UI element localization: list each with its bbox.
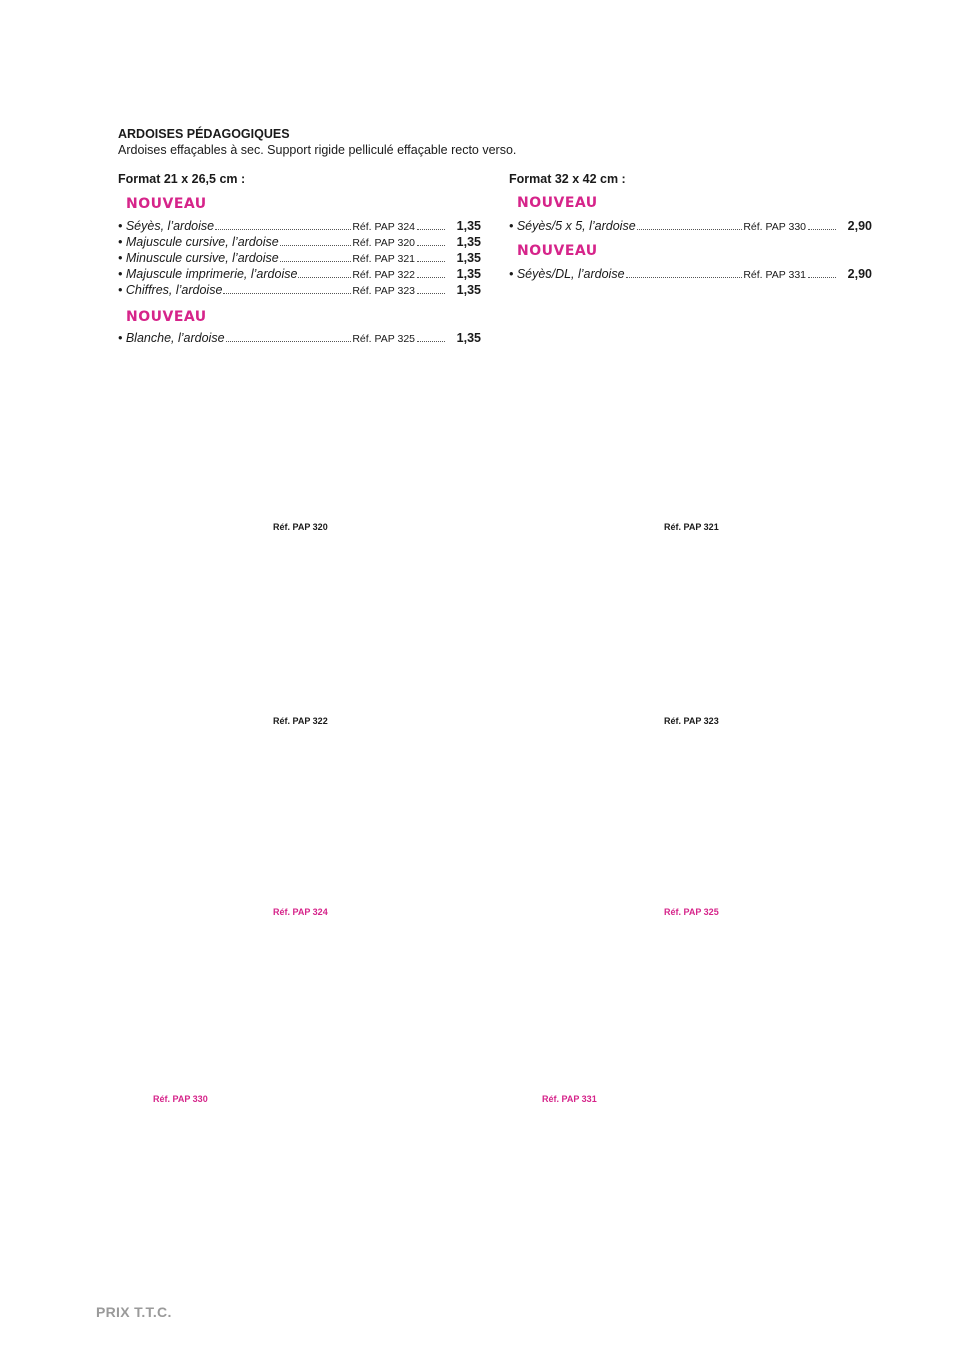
caption-pap-321: Réf. PAP 321 bbox=[664, 522, 719, 532]
dot-leader bbox=[808, 229, 836, 230]
list-item bbox=[509, 219, 872, 235]
dot-leader bbox=[417, 245, 445, 246]
dot-leader bbox=[417, 261, 445, 262]
caption-pap-331: Réf. PAP 331 bbox=[542, 1094, 597, 1104]
item-price: 1,35 bbox=[456, 219, 481, 233]
dot-leader bbox=[626, 277, 743, 278]
dot-leader bbox=[280, 245, 352, 246]
item-ref: Réf. PAP 324 bbox=[352, 221, 415, 233]
item-name: • Minuscule cursive, l’ardoise bbox=[118, 251, 279, 265]
dot-leader bbox=[417, 277, 445, 278]
item-name: • Blanche, l’ardoise bbox=[118, 331, 225, 345]
right-nouveau-badge-1: NOUVEAU bbox=[517, 195, 598, 211]
item-price: 2,90 bbox=[847, 267, 872, 281]
item-ref: Réf. PAP 322 bbox=[352, 269, 415, 281]
caption-pap-322: Réf. PAP 322 bbox=[273, 716, 328, 726]
dot-leader bbox=[637, 229, 743, 230]
left-nouveau-badge-1: NOUVEAU bbox=[126, 196, 207, 212]
right-item-list bbox=[509, 219, 872, 235]
dot-leader bbox=[417, 293, 445, 294]
section-title: ARDOISES PÉDAGOGIQUES bbox=[118, 127, 290, 141]
list-item bbox=[118, 283, 481, 299]
right-item-list-2 bbox=[509, 267, 872, 283]
caption-pap-324: Réf. PAP 324 bbox=[273, 907, 328, 917]
item-price: 1,35 bbox=[456, 235, 481, 249]
dot-leader bbox=[215, 229, 351, 230]
right-format-heading: Format 32 x 42 cm : bbox=[509, 172, 626, 186]
caption-pap-325: Réf. PAP 325 bbox=[664, 907, 719, 917]
left-nouveau-badge-2: NOUVEAU bbox=[126, 309, 207, 325]
item-ref: Réf. PAP 331 bbox=[743, 269, 806, 281]
item-ref: Réf. PAP 321 bbox=[352, 253, 415, 265]
caption-pap-323: Réf. PAP 323 bbox=[664, 716, 719, 726]
item-name: • Chiffres, l’ardoise bbox=[118, 283, 223, 297]
dot-leader bbox=[417, 341, 445, 342]
item-price: 1,35 bbox=[456, 283, 481, 297]
caption-pap-330: Réf. PAP 330 bbox=[153, 1094, 208, 1104]
list-item bbox=[509, 267, 872, 283]
item-price: 1,35 bbox=[456, 331, 481, 345]
list-item bbox=[118, 267, 481, 283]
item-ref: Réf. PAP 323 bbox=[352, 285, 415, 297]
item-name: • Majuscule imprimerie, l’ardoise bbox=[118, 267, 298, 281]
dot-leader bbox=[417, 229, 445, 230]
list-item bbox=[118, 235, 481, 251]
item-ref: Réf. PAP 330 bbox=[743, 221, 806, 233]
dot-leader bbox=[223, 293, 351, 294]
item-ref: Réf. PAP 320 bbox=[352, 237, 415, 249]
item-price: 2,90 bbox=[847, 219, 872, 233]
item-name: • Majuscule cursive, l’ardoise bbox=[118, 235, 279, 249]
left-item-list-2 bbox=[118, 331, 481, 347]
left-item-list bbox=[118, 219, 481, 299]
dot-leader bbox=[280, 261, 352, 262]
item-name: • Séyès/5 x 5, l’ardoise bbox=[509, 219, 636, 233]
dot-leader bbox=[808, 277, 836, 278]
item-name: • Séyès/DL, l’ardoise bbox=[509, 267, 625, 281]
right-nouveau-badge-2: NOUVEAU bbox=[517, 243, 598, 259]
section-subtitle: Ardoises effaçables à sec. Support rigide pelliculé effaçable recto verso. bbox=[118, 143, 517, 157]
left-format-heading: Format 21 x 26,5 cm : bbox=[118, 172, 246, 186]
item-price: 1,35 bbox=[456, 267, 481, 281]
dot-leader bbox=[298, 277, 351, 278]
footer-price-note: PRIX T.T.C. bbox=[96, 1304, 172, 1320]
list-item bbox=[118, 219, 481, 235]
list-item bbox=[118, 251, 481, 267]
caption-pap-320: Réf. PAP 320 bbox=[273, 522, 328, 532]
item-name: • Séyès, l’ardoise bbox=[118, 219, 215, 233]
dot-leader bbox=[226, 341, 352, 342]
list-item bbox=[118, 331, 481, 347]
item-price: 1,35 bbox=[456, 251, 481, 265]
item-ref: Réf. PAP 325 bbox=[352, 333, 415, 345]
